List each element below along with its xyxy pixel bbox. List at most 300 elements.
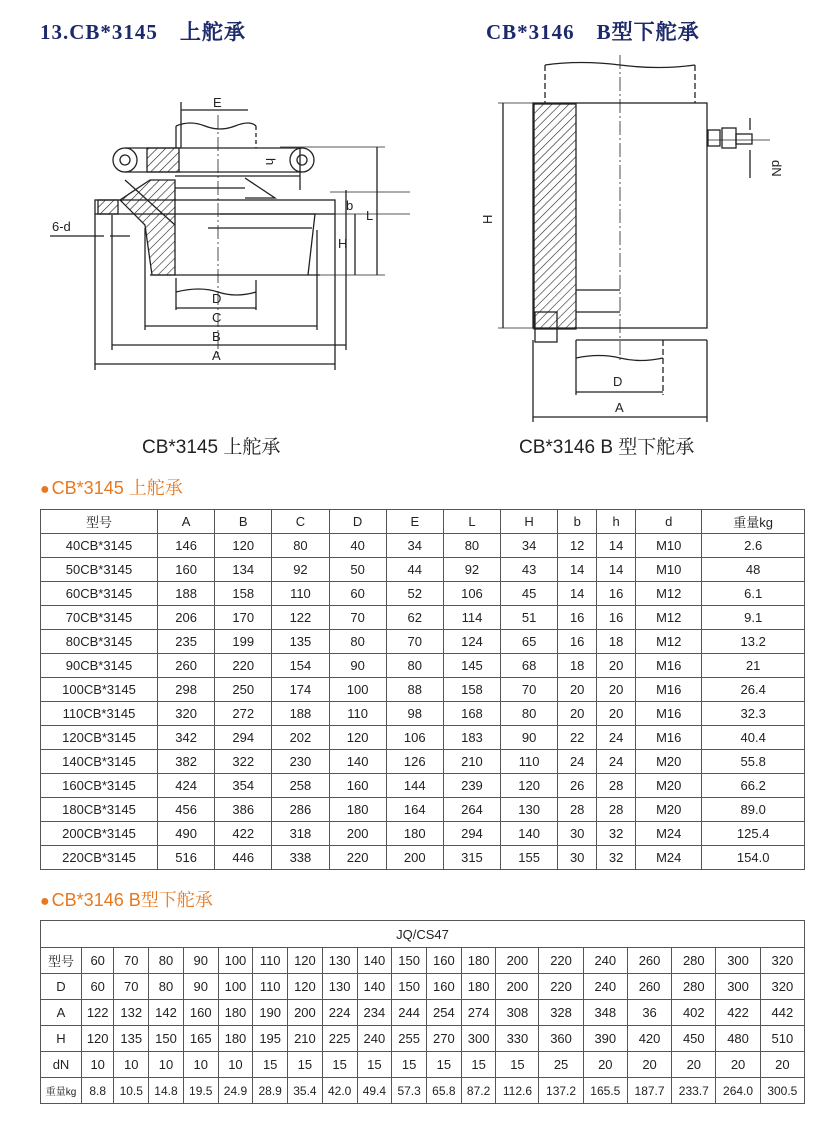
- table-cell: 154: [272, 654, 329, 678]
- table-cell: 90: [329, 654, 386, 678]
- table-cell: 130: [322, 948, 357, 974]
- table-cell: 80: [443, 534, 500, 558]
- model-cell: 110CB*3145: [41, 702, 158, 726]
- table-cell: 30: [558, 822, 597, 846]
- table-cell: 210: [288, 1026, 323, 1052]
- table-cell: 20: [597, 678, 636, 702]
- table-cell: 300: [461, 1026, 496, 1052]
- table-cell: 174: [272, 678, 329, 702]
- table-cell: 188: [158, 582, 215, 606]
- table-cell: 16: [597, 606, 636, 630]
- table-cell: 110: [272, 582, 329, 606]
- table-cell: 220: [329, 846, 386, 870]
- table-cell: 80: [149, 948, 184, 974]
- table-cell: 200: [496, 974, 539, 1000]
- column-header: A: [158, 510, 215, 534]
- table-cell: 294: [215, 726, 272, 750]
- table-cell: 450: [672, 1026, 716, 1052]
- table-cell: 110: [501, 750, 558, 774]
- table-cell: 28: [558, 798, 597, 822]
- table-cb3145: [40, 509, 805, 870]
- table-cell: M12: [636, 606, 702, 630]
- table-cell: 62: [386, 606, 443, 630]
- dim-label-B: B: [212, 329, 221, 344]
- table-cell: 155: [501, 846, 558, 870]
- table-cell: 114: [443, 606, 500, 630]
- table-cell: M24: [636, 846, 702, 870]
- table-cell: 16: [558, 630, 597, 654]
- table-cell: 110: [253, 948, 288, 974]
- table-cell: 160: [426, 974, 461, 1000]
- title-cb3146: CB*3146 B型下舵承: [486, 20, 700, 44]
- table-cell: 233.7: [672, 1078, 716, 1104]
- dim-label-H: H: [480, 214, 495, 224]
- dim-label-E: E: [213, 95, 222, 110]
- table-cell: 32: [597, 822, 636, 846]
- table-cell: 190: [253, 1000, 288, 1026]
- table-cell: 200: [496, 948, 539, 974]
- table-cell: 2.6: [702, 534, 805, 558]
- table-cell: M12: [636, 582, 702, 606]
- table-cell: 70: [386, 630, 443, 654]
- row-header: 型号: [41, 948, 82, 974]
- table-cell: 20: [558, 678, 597, 702]
- table-cell: 35.4: [288, 1078, 323, 1104]
- table-cell: 135: [114, 1026, 149, 1052]
- table-cell: 24: [597, 726, 636, 750]
- table-cell: 66.2: [702, 774, 805, 798]
- table-cell: 6.1: [702, 582, 805, 606]
- table-cell: 206: [158, 606, 215, 630]
- table-cell: 240: [583, 974, 627, 1000]
- table-cell: 15: [496, 1052, 539, 1078]
- table-cell: 320: [760, 948, 804, 974]
- table-cell: 125.4: [702, 822, 805, 846]
- table-cell: 199: [215, 630, 272, 654]
- dim-label-A: A: [615, 400, 624, 415]
- table-row: [41, 846, 805, 870]
- table-cell: 21: [702, 654, 805, 678]
- table-cell: M16: [636, 654, 702, 678]
- table-cell: 165.5: [583, 1078, 627, 1104]
- table-row: [41, 630, 805, 654]
- table-cell: M10: [636, 558, 702, 582]
- table-cell: 15: [357, 1052, 392, 1078]
- table-cell: 55.8: [702, 750, 805, 774]
- table-cell: 386: [215, 798, 272, 822]
- table-cell: 165: [183, 1026, 218, 1052]
- table-cell: 50: [329, 558, 386, 582]
- model-cell: 40CB*3145: [41, 534, 158, 558]
- table-cell: 90: [183, 974, 218, 1000]
- table-row: [41, 1026, 805, 1052]
- model-cell: 120CB*3145: [41, 726, 158, 750]
- dim-label-D: D: [613, 374, 623, 389]
- table-cell: 490: [158, 822, 215, 846]
- table-cell: 16: [597, 582, 636, 606]
- table-cell: 70: [114, 948, 149, 974]
- table-cell: 120: [288, 948, 323, 974]
- table-cb3146: [40, 920, 805, 1104]
- model-cell: 50CB*3145: [41, 558, 158, 582]
- table-cell: 68: [501, 654, 558, 678]
- table-cell: 239: [443, 774, 500, 798]
- table-cell: 322: [215, 750, 272, 774]
- table-cell: 98: [386, 702, 443, 726]
- table-cell: 14: [597, 534, 636, 558]
- table-cell: 456: [158, 798, 215, 822]
- table-cell: 42.0: [322, 1078, 357, 1104]
- table-cell: 14.8: [149, 1078, 184, 1104]
- caption-cb3146: CB*3146 B 型下舵承: [519, 437, 695, 458]
- standard-label: JQ/CS47: [41, 921, 805, 948]
- row-header: dN: [41, 1052, 82, 1078]
- table-cell: 10: [82, 1052, 114, 1078]
- table-cell: 18: [558, 654, 597, 678]
- table-cell: 135: [272, 630, 329, 654]
- table-cell: 280: [672, 948, 716, 974]
- dim-label-C: C: [212, 310, 222, 325]
- dim-label-dN: dN: [769, 160, 784, 177]
- table-cell: 100: [329, 678, 386, 702]
- table-cell: 36: [627, 1000, 671, 1026]
- table-cell: 348: [583, 1000, 627, 1026]
- section-label: CB*3146 B型下舵承: [51, 890, 213, 910]
- table-cell: 92: [443, 558, 500, 582]
- table-cell: 20: [558, 702, 597, 726]
- table-row: [41, 948, 805, 974]
- standard-row: [41, 921, 805, 948]
- table-cell: 328: [539, 1000, 583, 1026]
- table-cell: 200: [329, 822, 386, 846]
- table-cell: 10.5: [114, 1078, 149, 1104]
- table-cell: M16: [636, 726, 702, 750]
- table-cell: 110: [329, 702, 386, 726]
- model-cell: 160CB*3145: [41, 774, 158, 798]
- column-header: B: [215, 510, 272, 534]
- table-cell: 187.7: [627, 1078, 671, 1104]
- table-cell: 144: [386, 774, 443, 798]
- table-cell: 100: [218, 948, 253, 974]
- table-cell: 80: [501, 702, 558, 726]
- table-cell: 20: [672, 1052, 716, 1078]
- table-cell: 20: [760, 1052, 804, 1078]
- table-cell: 180: [218, 1000, 253, 1026]
- dim-label-D: D: [212, 291, 222, 306]
- table-cell: 15: [288, 1052, 323, 1078]
- table-cell: M16: [636, 678, 702, 702]
- table-cell: 210: [443, 750, 500, 774]
- table-cell: 14: [558, 558, 597, 582]
- table-cell: 112.6: [496, 1078, 539, 1104]
- table-cell: 402: [672, 1000, 716, 1026]
- table-cell: 270: [426, 1026, 461, 1052]
- table-cell: 220: [539, 974, 583, 1000]
- table-cell: 180: [386, 822, 443, 846]
- table-cell: 60: [82, 974, 114, 1000]
- table-cell: 354: [215, 774, 272, 798]
- table-cell: 510: [760, 1026, 804, 1052]
- table-cell: 13.2: [702, 630, 805, 654]
- drawing-cb3145: [30, 80, 410, 380]
- table-cell: 168: [443, 702, 500, 726]
- table-row: [41, 822, 805, 846]
- table-cell: 45: [501, 582, 558, 606]
- table-row: [41, 1078, 805, 1104]
- model-cell: 220CB*3145: [41, 846, 158, 870]
- table-cell: 10: [183, 1052, 218, 1078]
- table-cell: 12: [558, 534, 597, 558]
- table-cell: 49.4: [357, 1078, 392, 1104]
- table-row: [41, 582, 805, 606]
- table-cell: 300: [716, 948, 760, 974]
- table-cell: 300: [716, 974, 760, 1000]
- table-cell: 202: [272, 726, 329, 750]
- table-cell: 28.9: [253, 1078, 288, 1104]
- table-cell: 140: [501, 822, 558, 846]
- table-row: [41, 974, 805, 1000]
- table-cell: 122: [82, 1000, 114, 1026]
- table-cell: 230: [272, 750, 329, 774]
- table-cell: 318: [272, 822, 329, 846]
- table-row: [41, 606, 805, 630]
- table-cell: M20: [636, 750, 702, 774]
- table-cell: 180: [461, 948, 496, 974]
- dim-label-H: H: [338, 236, 348, 251]
- table-cell: 272: [215, 702, 272, 726]
- dim-label-A: A: [212, 348, 221, 363]
- table-cell: 80: [329, 630, 386, 654]
- table-cell: 10: [114, 1052, 149, 1078]
- table-cell: 90: [501, 726, 558, 750]
- table-cell: 92: [272, 558, 329, 582]
- table-cell: 120: [288, 974, 323, 1000]
- table-cell: 60: [329, 582, 386, 606]
- model-cell: 180CB*3145: [41, 798, 158, 822]
- table-cell: 298: [158, 678, 215, 702]
- table-cell: 264: [443, 798, 500, 822]
- table-cell: 90: [183, 948, 218, 974]
- table-cell: 57.3: [392, 1078, 427, 1104]
- table-row: [41, 558, 805, 582]
- table-cell: 140: [329, 750, 386, 774]
- table-cell: 130: [322, 974, 357, 1000]
- table-cell: 120: [501, 774, 558, 798]
- table-cell: 140: [357, 974, 392, 1000]
- table-cell: 48: [702, 558, 805, 582]
- table-cell: 260: [158, 654, 215, 678]
- caption-cb3145: CB*3145 上舵承: [142, 437, 281, 458]
- table-cell: 24: [558, 750, 597, 774]
- table-cell: 15: [253, 1052, 288, 1078]
- table-cell: 240: [583, 948, 627, 974]
- table-cell: 100: [218, 974, 253, 1000]
- column-header: C: [272, 510, 329, 534]
- table-cell: M12: [636, 630, 702, 654]
- table-cell: 80: [272, 534, 329, 558]
- dim-label-6d: 6-d: [52, 219, 71, 234]
- table-cell: 286: [272, 798, 329, 822]
- table-cell: 225: [322, 1026, 357, 1052]
- table-row: [41, 678, 805, 702]
- table-cell: 342: [158, 726, 215, 750]
- table-cell: 16: [558, 606, 597, 630]
- column-header: b: [558, 510, 597, 534]
- table-cell: 160: [183, 1000, 218, 1026]
- table-cell: 24.9: [218, 1078, 253, 1104]
- table-cell: 170: [215, 606, 272, 630]
- section-heading-cb3146: [40, 886, 213, 912]
- table-cell: 15: [322, 1052, 357, 1078]
- table-cell: 110: [253, 974, 288, 1000]
- table-cell: 142: [149, 1000, 184, 1026]
- table-cell: 134: [215, 558, 272, 582]
- bullet-icon: ●: [40, 893, 50, 910]
- column-header: D: [329, 510, 386, 534]
- table-cell: 338: [272, 846, 329, 870]
- table-cell: 43: [501, 558, 558, 582]
- table-cell: 26: [558, 774, 597, 798]
- table-cell: 254: [426, 1000, 461, 1026]
- table-cell: 122: [272, 606, 329, 630]
- table-cell: 250: [215, 678, 272, 702]
- table-cell: 145: [443, 654, 500, 678]
- table-cell: 160: [329, 774, 386, 798]
- table-cell: 15: [392, 1052, 427, 1078]
- table-cell: 30: [558, 846, 597, 870]
- table-cell: 140: [357, 948, 392, 974]
- table-cell: M20: [636, 774, 702, 798]
- table-cell: 14: [597, 558, 636, 582]
- table-cell: 422: [215, 822, 272, 846]
- table-cell: 146: [158, 534, 215, 558]
- table-cell: 19.5: [183, 1078, 218, 1104]
- table-row: [41, 702, 805, 726]
- table-cell: 124: [443, 630, 500, 654]
- table-cell: 315: [443, 846, 500, 870]
- table-cell: 20: [597, 702, 636, 726]
- table-cell: 26.4: [702, 678, 805, 702]
- table-cell: 60: [82, 948, 114, 974]
- table-cell: 34: [501, 534, 558, 558]
- table-cell: 80: [149, 974, 184, 1000]
- table-cell: 320: [158, 702, 215, 726]
- table-cell: 480: [716, 1026, 760, 1052]
- dim-label-h: h: [263, 158, 278, 166]
- column-header: d: [636, 510, 702, 534]
- table-cell: 40.4: [702, 726, 805, 750]
- table-cell: 160: [426, 948, 461, 974]
- table-cell: 390: [583, 1026, 627, 1052]
- table-row: [41, 1052, 805, 1078]
- table-cell: 32.3: [702, 702, 805, 726]
- table-cell: 15: [461, 1052, 496, 1078]
- table-cell: 442: [760, 1000, 804, 1026]
- table-cell: 220: [539, 948, 583, 974]
- table-cell: M24: [636, 822, 702, 846]
- table-cell: M16: [636, 702, 702, 726]
- table-header-row: [41, 510, 805, 534]
- table-cell: 25: [539, 1052, 583, 1078]
- table-cell: M10: [636, 534, 702, 558]
- table-row: [41, 726, 805, 750]
- drawing-cb3146: [470, 50, 800, 430]
- table-cell: 308: [496, 1000, 539, 1026]
- table-cell: 132: [114, 1000, 149, 1026]
- row-header: 重量kg: [41, 1078, 82, 1104]
- section-label: CB*3145 上舵承: [51, 478, 183, 498]
- table-cell: 70: [329, 606, 386, 630]
- column-header: H: [501, 510, 558, 534]
- table-cell: 382: [158, 750, 215, 774]
- table-cell: 154.0: [702, 846, 805, 870]
- model-cell: 90CB*3145: [41, 654, 158, 678]
- table-cell: 180: [329, 798, 386, 822]
- table-cell: 18: [597, 630, 636, 654]
- model-cell: 70CB*3145: [41, 606, 158, 630]
- table-cell: 188: [272, 702, 329, 726]
- table-cell: 150: [392, 948, 427, 974]
- table-cell: 180: [218, 1026, 253, 1052]
- table-cell: 126: [386, 750, 443, 774]
- table-cell: M20: [636, 798, 702, 822]
- table-cell: 360: [539, 1026, 583, 1052]
- table-cell: 130: [501, 798, 558, 822]
- table-cell: 294: [443, 822, 500, 846]
- model-cell: 140CB*3145: [41, 750, 158, 774]
- row-header: A: [41, 1000, 82, 1026]
- table-cell: 8.8: [82, 1078, 114, 1104]
- table-cell: 158: [443, 678, 500, 702]
- model-cell: 60CB*3145: [41, 582, 158, 606]
- table-cell: 51: [501, 606, 558, 630]
- table-cell: 20: [583, 1052, 627, 1078]
- table-cell: 180: [461, 974, 496, 1000]
- table-cell: 14: [558, 582, 597, 606]
- table-row: [41, 750, 805, 774]
- table-cell: 274: [461, 1000, 496, 1026]
- table-cell: 70: [114, 974, 149, 1000]
- table-row: [41, 654, 805, 678]
- table-cell: 195: [253, 1026, 288, 1052]
- table-cell: 260: [627, 948, 671, 974]
- table-row: [41, 1000, 805, 1026]
- table-cell: 34: [386, 534, 443, 558]
- table-cell: 70: [501, 678, 558, 702]
- table-cell: 28: [597, 774, 636, 798]
- model-cell: 100CB*3145: [41, 678, 158, 702]
- table-cell: 88: [386, 678, 443, 702]
- table-cell: 20: [597, 654, 636, 678]
- table-row: [41, 534, 805, 558]
- table-cell: 15: [426, 1052, 461, 1078]
- table-cell: 120: [82, 1026, 114, 1052]
- table-cell: 10: [149, 1052, 184, 1078]
- table-cell: 10: [218, 1052, 253, 1078]
- column-header: 重量kg: [702, 510, 805, 534]
- model-cell: 80CB*3145: [41, 630, 158, 654]
- table-cell: 32: [597, 846, 636, 870]
- table-cell: 240: [357, 1026, 392, 1052]
- table-cell: 422: [716, 1000, 760, 1026]
- dim-label-L: L: [366, 208, 374, 223]
- table-cell: 264.0: [716, 1078, 760, 1104]
- table-cell: 280: [672, 974, 716, 1000]
- table-cell: 106: [443, 582, 500, 606]
- table-cell: 137.2: [539, 1078, 583, 1104]
- table-cell: 20: [627, 1052, 671, 1078]
- table-cell: 87.2: [461, 1078, 496, 1104]
